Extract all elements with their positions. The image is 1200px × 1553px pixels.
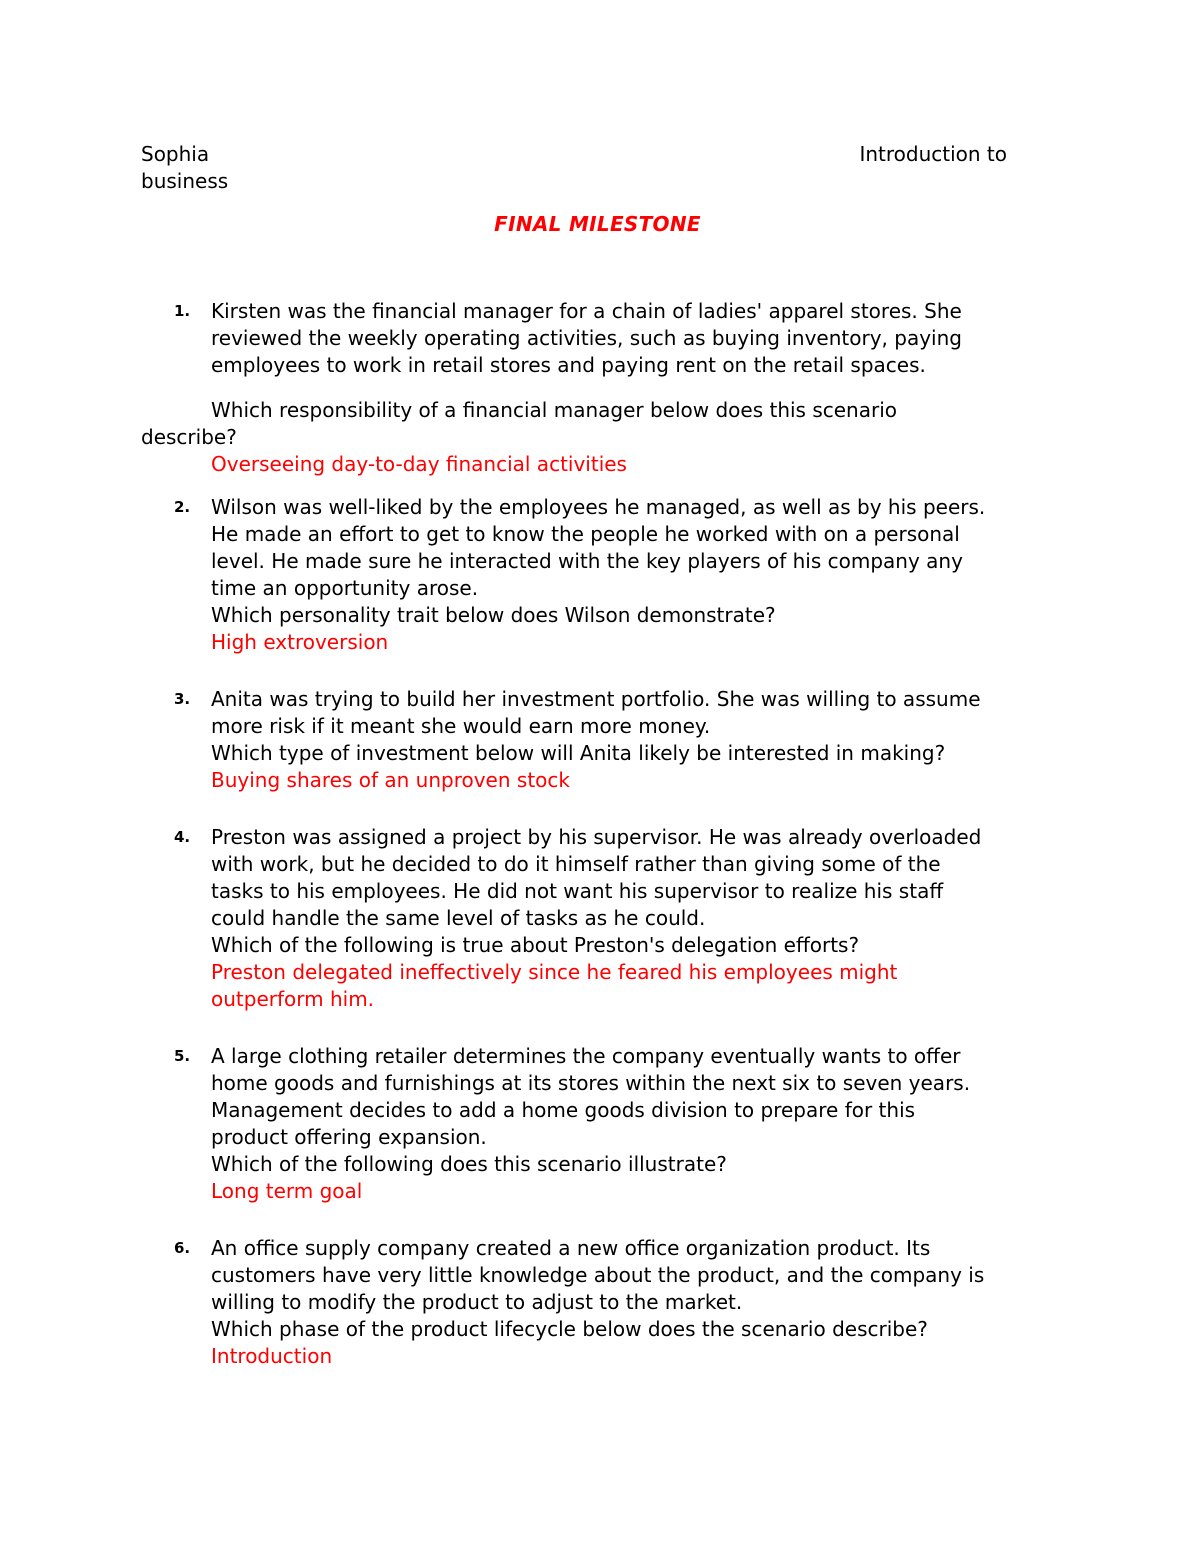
scenario-line: tasks to his employees. He did not want his supervisor to realize his staff [211, 879, 944, 903]
page-title: FINAL MILESTONE [494, 212, 701, 236]
scenario-line: Preston was assigned a project by his supervisor. He was already overloaded [211, 825, 982, 849]
scenario-line: home goods and furnishings at its stores within the next six to seven years. [211, 1071, 971, 1095]
scenario-line: reviewed the weekly operating activities, such as buying inventory, paying [211, 326, 962, 350]
answer: Overseeing day-to-day financial activities [211, 452, 627, 476]
scenario-line: level. He made sure he interacted with the key players of his company any [211, 549, 963, 573]
question-scenario [211, 1043, 1061, 1205]
scenario-line: more risk if it meant she would earn more money. [211, 714, 711, 738]
header-line [141, 141, 1011, 168]
question-scenario [211, 824, 1061, 1013]
scenario-line: could handle the same level of tasks as he could. [211, 906, 706, 930]
question-scenario [211, 1235, 1061, 1370]
question-line: Which of the following does this scenario illustrate? [211, 1152, 727, 1176]
question-line: Which responsibility of a financial manager below does this scenario [211, 398, 897, 422]
answer: Long term goal [211, 1179, 363, 1203]
answer: Buying shares of an unproven stock [211, 768, 570, 792]
answer-line: Preston delegated ineffectively since he feared his employees might [211, 960, 898, 984]
scenario-line: A large clothing retailer determines the company eventually wants to offer [211, 1044, 961, 1068]
course-name: Introduction to [859, 142, 1007, 166]
question-line: Which type of investment below will Anita likely be interested in making? [211, 741, 946, 765]
question-line: Which of the following is true about Preston's delegation efforts? [211, 933, 860, 957]
question-scenario [211, 298, 1061, 379]
scenario-line: employees to work in retail stores and paying rent on the retail spaces. [211, 353, 926, 377]
answer: Introduction [211, 1344, 333, 1368]
question-number: 6. [174, 1239, 191, 1257]
scenario-line: with work, but he decided to do it himself rather than giving some of the [211, 852, 941, 876]
answer: High extroversion [211, 630, 389, 654]
question-line: describe? [141, 425, 237, 449]
question-number: 4. [174, 828, 191, 846]
author-name: Sophia [141, 142, 210, 166]
scenario-line: Anita was trying to build her investment portfolio. She was willing to assume [211, 687, 981, 711]
question-scenario [211, 494, 1061, 656]
question-line: Which phase of the product lifecycle below does the scenario describe? [211, 1317, 928, 1341]
course-name-continued: business [141, 169, 229, 193]
question-line: Which personality trait below does Wilson demonstrate? [211, 603, 776, 627]
scenario-line: time an opportunity arose. [211, 576, 479, 600]
question-number: 3. [174, 690, 191, 708]
question-number: 5. [174, 1047, 191, 1065]
scenario-line: customers have very little knowledge about the product, and the company is [211, 1263, 985, 1287]
scenario-line: Management decides to add a home goods division to prepare for this [211, 1098, 916, 1122]
scenario-line: Wilson was well-liked by the employees he managed, as well as by his peers. [211, 495, 986, 519]
scenario-line: willing to modify the product to adjust to the market. [211, 1290, 743, 1314]
scenario-line: An office supply company created a new office organization product. Its [211, 1236, 931, 1260]
scenario-line: product offering expansion. [211, 1125, 487, 1149]
question-1-prompt [141, 397, 1041, 451]
scenario-line: He made an effort to get to know the people he worked with on a personal [211, 522, 960, 546]
question-number: 1. [174, 302, 191, 320]
question-number: 2. [174, 498, 191, 516]
scenario-line: Kirsten was the financial manager for a chain of ladies' apparel stores. She [211, 299, 962, 323]
answer-line: outperform him. [211, 987, 375, 1011]
question-scenario [211, 686, 1061, 794]
